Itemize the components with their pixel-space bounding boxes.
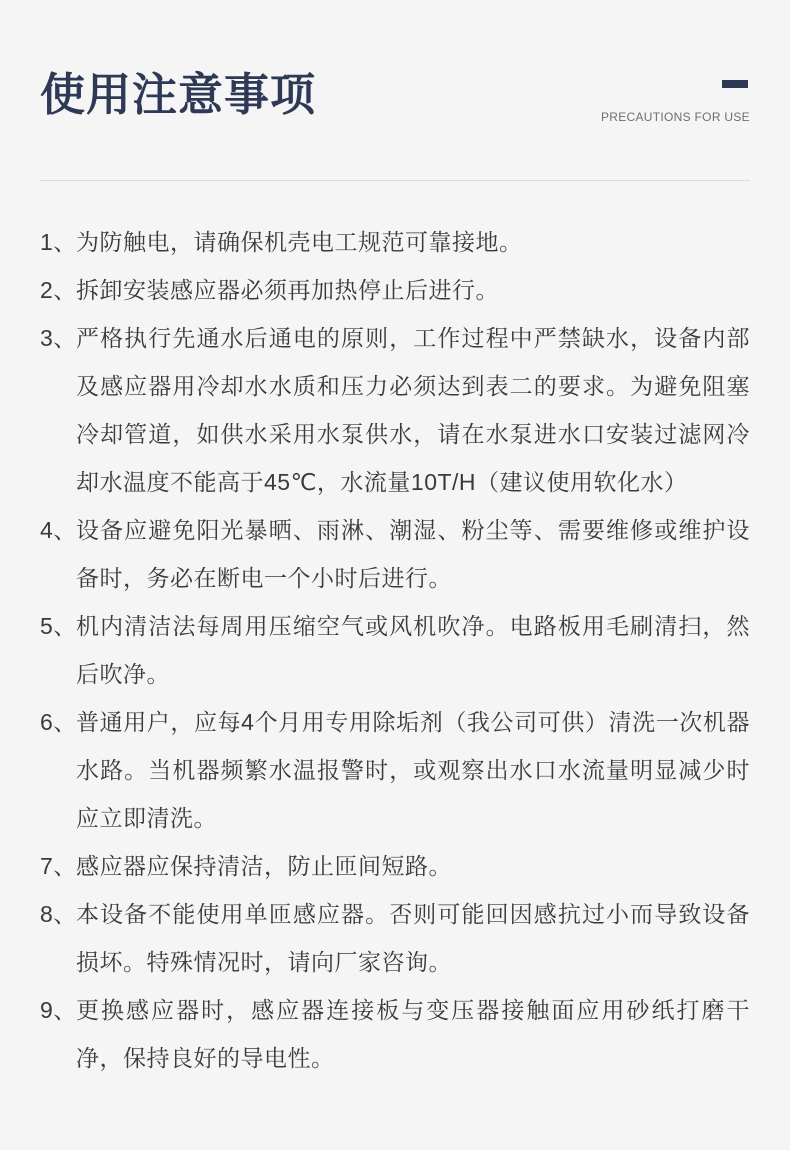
item-number: 9、 (40, 997, 77, 1023)
item-text: 设备应避免阳光暴晒、雨淋、潮湿、粉尘等、需要维修或维护设备时，务必在断电一个小时后进行。 (76, 517, 750, 591)
accent-dash (722, 80, 748, 88)
item-number: 4、 (40, 517, 77, 543)
item-number: 8、 (40, 901, 77, 927)
item-number: 6、 (40, 709, 77, 735)
header-right (601, 66, 750, 124)
precaution-item (40, 314, 750, 506)
precaution-item (40, 218, 750, 266)
item-text: 更换感应器时，感应器连接板与变压器接触面应用砂纸打磨干净，保持良好的导电性。 (76, 997, 750, 1071)
divider (40, 180, 750, 181)
item-number: 7、 (40, 853, 77, 879)
item-text: 本设备不能使用单匝感应器。否则可能回因感抗过小而导致设备损坏。特殊情况时，请向厂家咨询。 (76, 901, 750, 975)
item-text: 感应器应保持清洁，防止匝间短路。 (76, 853, 452, 879)
item-number: 2、 (40, 277, 77, 303)
item-text: 为防触电，请确保机壳电工规范可靠接地。 (76, 229, 523, 255)
precaution-item (40, 842, 750, 890)
page-subtitle: PRECAUTIONS FOR USE (600, 110, 750, 124)
precaution-item (40, 698, 750, 842)
precaution-item (40, 602, 750, 698)
precautions-list (40, 218, 750, 1082)
item-text: 严格执行先通水后通电的原则，工作过程中严禁缺水，设备内部及感应器用冷却水水质和压力必须达到表二的要求。为避免阻塞冷却管道，如供水采用水泵供水，请在水泵进水口安装过滤网冷却水温度不能高于45℃，水流量10T/H（建议使用软化水） (76, 325, 750, 495)
header (0, 0, 790, 124)
item-number: 5、 (40, 613, 77, 639)
item-text: 普通用户，应每4个月用专用除垢剂（我公司可供）清洗一次机器水路。当机器频繁水温报警时，或观察出水口水流量明显减少时应立即清洗。 (76, 709, 750, 831)
precaution-item (40, 890, 750, 986)
page-title: 使用注意事项 (40, 69, 317, 120)
item-text: 拆卸安装感应器必须再加热停止后进行。 (76, 277, 499, 303)
precaution-item (40, 986, 750, 1082)
precaution-item (40, 506, 750, 602)
item-text: 机内清洁法每周用压缩空气或风机吹净。电路板用毛刷清扫，然后吹净。 (76, 613, 750, 687)
item-number: 3、 (40, 325, 77, 351)
precaution-item (40, 266, 750, 314)
item-number: 1、 (40, 229, 77, 255)
